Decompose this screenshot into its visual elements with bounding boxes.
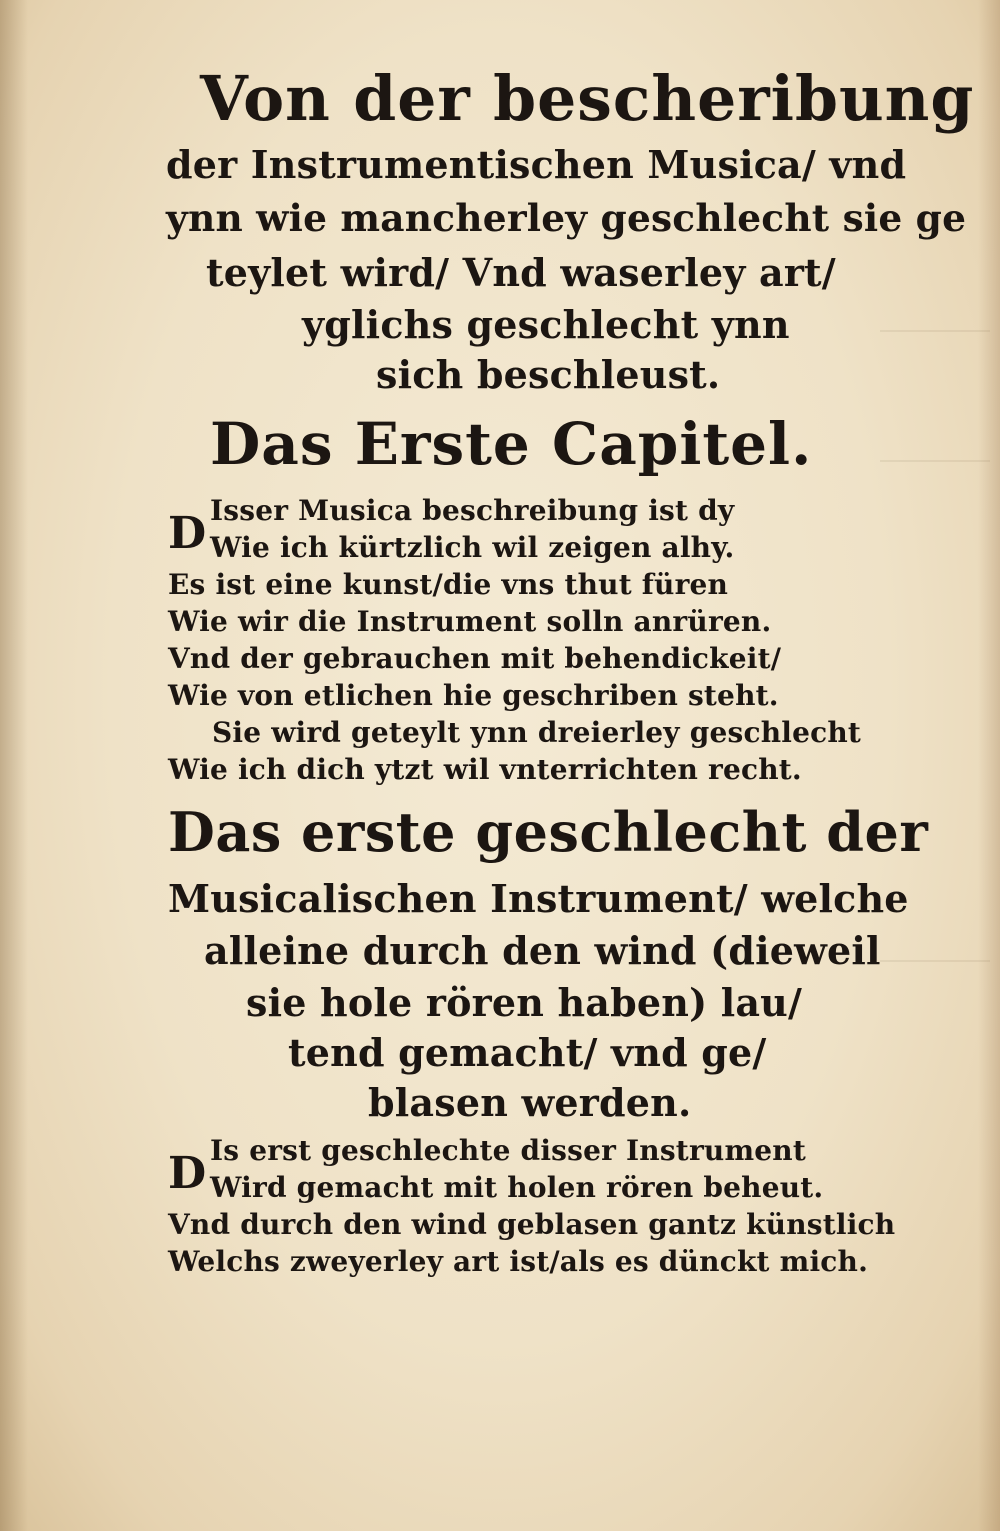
verse-1-line-7: Sie wird geteylt ynn dreierley geschlecht <box>212 716 862 749</box>
verse-1-line-8: Wie ich dich ytzt wil vnterrichten recht. <box>168 753 802 786</box>
section-heading-line-5: tend gemacht/ vnd ge/ <box>288 1030 767 1075</box>
drop-cap: D <box>168 508 207 559</box>
show-through-mark <box>880 460 990 488</box>
verse-2-line-1: Is erst geschlechte disser Instrument <box>210 1134 806 1167</box>
title-line-3: ynn wie mancherley geschlecht sie ge <box>166 196 967 240</box>
verse-1-line-2: Wie ich kürtzlich wil zeigen alhy. <box>210 531 735 564</box>
title-line-1: Von der bescheribung <box>200 62 975 135</box>
verse-1-line-1: Isser Musica beschreibung ist dy <box>210 494 735 527</box>
section-heading-line-4: sie hole rören haben) lau/ <box>246 980 803 1025</box>
show-through-mark <box>880 960 990 988</box>
verse-2-line-4: Welchs zweyerley art ist/als es dünckt mich. <box>168 1245 869 1278</box>
chapter-heading: Das Erste Capitel. <box>210 410 813 478</box>
drop-cap: D <box>168 1148 207 1199</box>
section-heading-line-3: alleine durch den wind (dieweil <box>204 928 881 973</box>
verse-1-line-6: Wie von etlichen hie geschriben steht. <box>168 679 779 712</box>
verse-1-line-5: Vnd der gebrauchen mit behendickeit/ <box>168 642 782 675</box>
title-line-5: yglichs geschlecht ynn <box>302 302 790 347</box>
verse-1-line-4: Wie wir die Instrument solln anrüren. <box>168 605 772 638</box>
verse-2-line-2: Wird gemacht mit holen rören beheut. <box>210 1171 824 1204</box>
section-heading-line-6: blasen werden. <box>368 1080 692 1125</box>
edge-shading <box>978 0 1000 1531</box>
show-through-mark <box>880 330 990 358</box>
title-line-4: teylet wird/ Vnd waserley art/ <box>206 250 836 295</box>
verse-1-line-3: Es ist eine kunst/die vns thut füren <box>168 568 729 601</box>
gutter-shadow <box>0 0 28 1531</box>
verse-2-line-3: Vnd durch den wind geblasen gantz künstlich <box>168 1208 896 1241</box>
section-heading-line-1: Das erste geschlecht der <box>168 800 929 864</box>
section-heading-line-2: Musicalischen Instrument/ welche <box>168 876 909 921</box>
title-line-6: sich beschleust. <box>376 352 721 397</box>
title-line-2: der Instrumentischen Musica/ vnd <box>166 142 907 187</box>
